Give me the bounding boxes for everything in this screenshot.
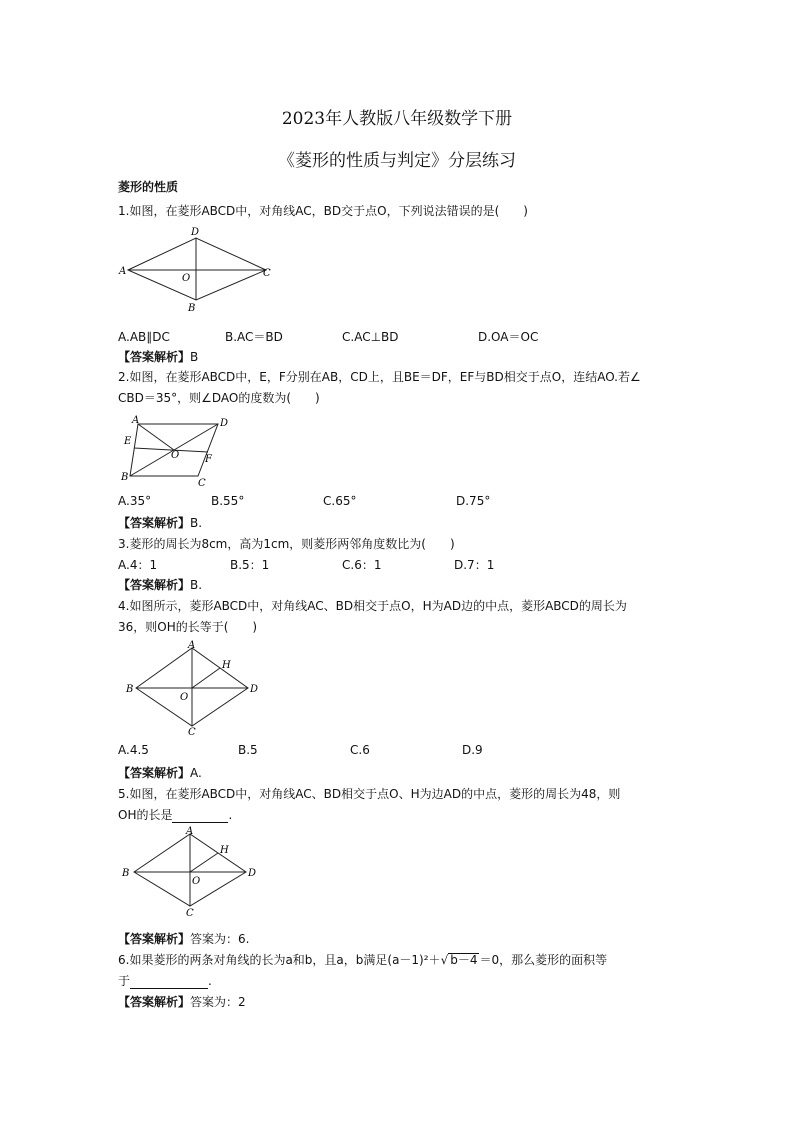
q4-label-b: B <box>126 684 134 695</box>
q3-option-b[interactable]: B.5：1 <box>230 558 270 572</box>
q5-label-a: A <box>186 826 194 837</box>
q5-stem-end: . <box>228 808 233 822</box>
q5-answer <box>118 930 249 947</box>
q2-label-c: C <box>198 478 206 488</box>
q1-stem: 1.如图，在菱形ABCD中，对角线AC，BD交于点O，下列说法错误的是( ) <box>118 204 528 218</box>
q2-option-a[interactable]: A.35° <box>118 494 152 508</box>
q1-answer-label: 【答案解析】 <box>118 350 191 364</box>
q5-stem-line1: 5.如图，在菱形ABCD中，对角线AC、BD相交于点O、H为边AD的中点，菱形的周长为48，则 <box>118 787 621 801</box>
q1-label-d: D <box>191 227 200 238</box>
q3-option-c[interactable]: C.6：1 <box>342 558 382 572</box>
q2-stem-line2: CBD＝35°，则∠DAO的度数为( ) <box>118 391 320 405</box>
q1-label-c: C <box>263 268 271 279</box>
q4-answer <box>118 764 202 781</box>
q5-answer-value: 答案为：6. <box>190 932 250 946</box>
q3-answer-label: 【答案解析】 <box>118 578 191 592</box>
q4-figure <box>122 640 266 736</box>
q4-answer-value: A. <box>190 766 202 780</box>
q6-stem-line2 <box>118 972 212 989</box>
q6-answer-value: 答案为：2 <box>190 995 246 1009</box>
q6-answer-label: 【答案解析】 <box>118 995 191 1009</box>
q5-stem-text: OH的长是 <box>118 808 173 822</box>
q4-label-h: H <box>222 660 231 671</box>
q2-label-e: E <box>124 436 132 447</box>
q5-label-d: D <box>248 868 257 879</box>
q3-option-a[interactable]: A.4：1 <box>118 558 158 572</box>
q4-options <box>118 743 483 757</box>
q5-answer-label: 【答案解析】 <box>118 932 191 946</box>
q2-answer-value: B. <box>190 516 203 530</box>
section-heading: 菱形的性质 <box>118 180 179 194</box>
q5-label-o: O <box>192 876 201 887</box>
q5-stem-line2 <box>118 806 232 823</box>
q3-stem: 3.菱形的周长为8cm，高为1cm，则菱形两邻角度数比为( ) <box>118 537 455 551</box>
q1-label-o: O <box>182 273 191 284</box>
q6-stem-end: . <box>208 974 212 988</box>
q5-label-h: H <box>220 845 229 856</box>
q6-answer-blank[interactable] <box>130 974 208 989</box>
q2-label-a: A <box>132 415 140 426</box>
q3-answer-value: B. <box>190 578 203 592</box>
q4-stem-line1: 4.如图所示，菱形ABCD中，对角线AC、BD相交于点O，H为AD边的中点，菱形ABCD的周长为 <box>118 599 627 613</box>
q2-answer-label: 【答案解析】 <box>118 516 191 530</box>
q4-option-a[interactable]: A.4.5 <box>118 743 149 757</box>
q2-label-b: B <box>121 472 129 483</box>
q2-label-o: O <box>171 450 180 461</box>
q2-figure <box>116 412 240 488</box>
q2-options <box>118 494 490 508</box>
q2-answer <box>118 514 202 531</box>
q6-sqrt-radicand: b－4 <box>450 953 478 967</box>
q4-stem-line2: 36，则OH的长等于( ) <box>118 620 258 634</box>
q1-label-a: A <box>119 266 127 277</box>
q4-label-d: D <box>250 684 259 695</box>
q1-option-c[interactable]: C.AC⊥BD <box>342 330 399 344</box>
q4-option-b[interactable]: B.5 <box>238 743 258 757</box>
q4-label-a: A <box>188 640 196 651</box>
document-subtitle: 《菱形的性质与判定》分层练习 <box>278 151 516 171</box>
q2-stem-line1: 2.如图，在菱形ABCD中，E，F分别在AB，CD上，且BE＝DF，EF与BD相交于点O，连结AO.若∠ <box>118 370 641 384</box>
q1-option-b[interactable]: B.AC＝BD <box>225 330 283 344</box>
q3-option-d[interactable]: D.7：1 <box>454 558 495 572</box>
q5-figure <box>118 826 262 918</box>
q5-label-c: C <box>186 908 194 918</box>
q2-label-f: F <box>205 454 212 465</box>
q2-option-c[interactable]: C.65° <box>323 494 357 508</box>
q3-answer <box>118 576 202 593</box>
q1-answer-value: B <box>190 350 199 364</box>
q4-label-o: O <box>180 692 189 703</box>
document-title: 2023年人教版八年级数学下册 <box>281 109 513 129</box>
q4-label-c: C <box>188 727 196 736</box>
q6-stem-text-end: ＝0，那么菱形的面积等 <box>479 953 608 967</box>
q1-options <box>118 328 538 345</box>
q1-answer <box>118 348 198 365</box>
q1-option-a[interactable]: A.AB∥DC <box>118 330 170 344</box>
q4-option-d[interactable]: D.9 <box>462 743 483 757</box>
q2-option-d[interactable]: D.75° <box>456 494 491 508</box>
q5-label-b: B <box>122 868 130 879</box>
q5-answer-blank[interactable] <box>172 808 228 823</box>
q3-options <box>118 556 494 573</box>
q6-stem-line1 <box>118 951 607 968</box>
q6-answer <box>118 993 246 1010</box>
q2-option-b[interactable]: B.55° <box>211 494 245 508</box>
q1-label-b: B <box>188 303 196 314</box>
q4-option-c[interactable]: C.6 <box>350 743 370 757</box>
q2-label-d: D <box>220 418 229 429</box>
q6-stem-yu: 于 <box>118 974 131 988</box>
q1-option-d[interactable]: D.OA＝OC <box>478 330 539 344</box>
q1-figure <box>116 224 276 316</box>
q6-stem-text: 6.如果菱形的两条对角线的长为a和b，且a，b满足(a－1)²＋ <box>118 953 441 967</box>
q6-sqrt-sign: √ <box>440 953 449 967</box>
q4-answer-label: 【答案解析】 <box>118 766 191 780</box>
